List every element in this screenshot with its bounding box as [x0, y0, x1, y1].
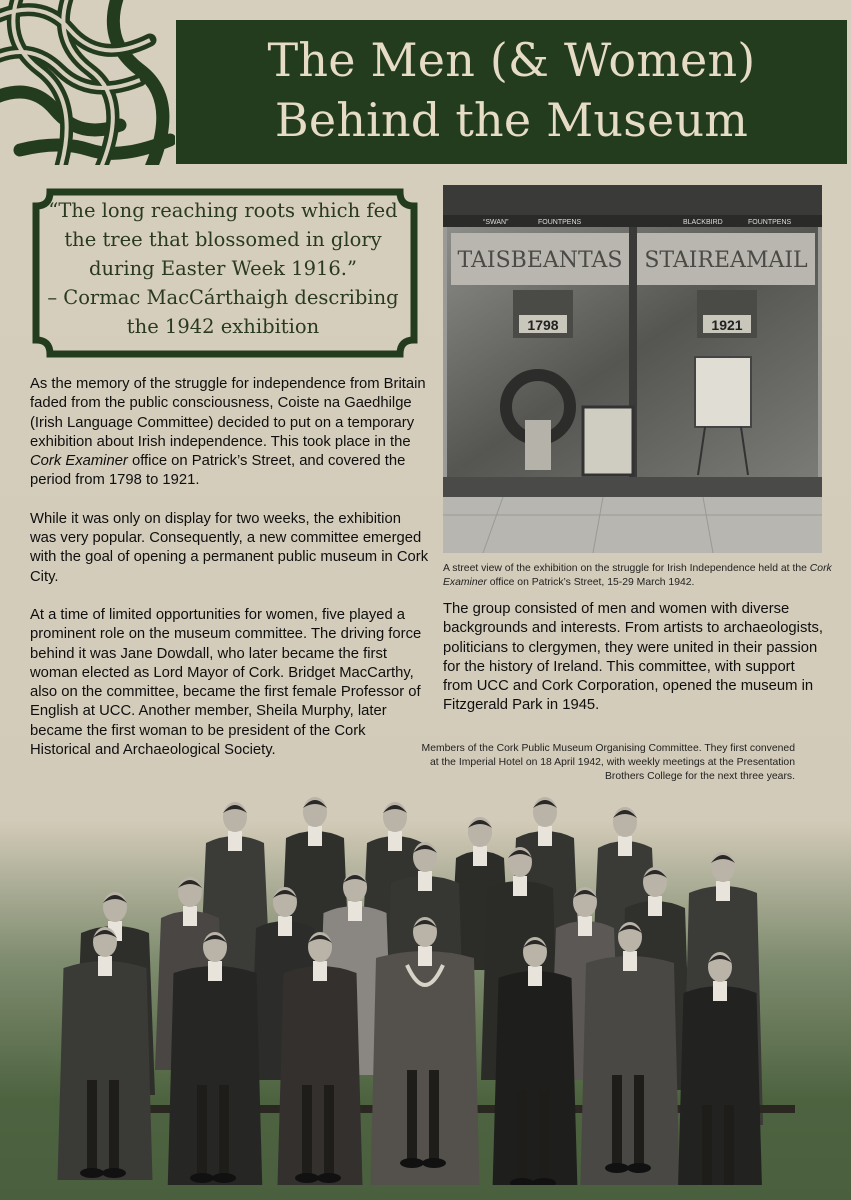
paragraph: As the memory of the struggle for independence from Britain faded from the public consciousness, Coiste na Gaedhilge (Irish Language Committee) decided to put on a temporary exhibition about Irish independence. This took place in the Cork Examiner office on Patrick’s Street, and covered the period from 1798 to 1921. [30, 376, 426, 489]
front-row-person-2-body [168, 966, 263, 1185]
front-row-person-6-shoe [627, 1163, 651, 1173]
committee-group-photo [55, 775, 815, 1185]
shop-sign-text: FOUNTPENS [748, 219, 792, 226]
middle-row-person-3-collar [278, 916, 292, 936]
right-text-column [443, 600, 823, 735]
front-row-person-4-shoe [400, 1158, 424, 1168]
front-row-person-6-leg [634, 1075, 644, 1165]
front-row-person-3-leg [324, 1085, 334, 1175]
back-row-person-5-collar [538, 826, 552, 846]
year-placard: 1921 [711, 317, 743, 333]
title-banner [176, 20, 847, 164]
front-row-person-1-body [58, 961, 153, 1180]
front-row-person-3-shoe [317, 1173, 341, 1183]
back-row-person-2-collar [308, 826, 322, 846]
front-row-person-3-shoe [295, 1173, 319, 1183]
back-row-person-4-collar [473, 846, 487, 866]
front-row-person-1-shoe [80, 1168, 104, 1178]
shop-sign-text: “SWAN” [483, 219, 509, 226]
front-row-person-6-shoe [605, 1163, 629, 1173]
front-row-person-2-shoe [212, 1173, 236, 1183]
front-row-person-6-leg [612, 1075, 622, 1165]
front-row-person-1-leg [109, 1080, 119, 1170]
shop-sign-text: FOUNTPENS [538, 219, 582, 226]
middle-row-person-4-collar [348, 901, 362, 921]
year-placard: 1798 [527, 317, 559, 333]
front-row-person-5-collar [528, 966, 542, 986]
quote-attribution: the 1942 exhibition [126, 315, 320, 338]
front-row-person-6-collar [623, 951, 637, 971]
front-row-person-7-leg [724, 1105, 734, 1185]
front-row-person-6-body [580, 956, 680, 1185]
front-row-person-5-leg [517, 1090, 527, 1180]
front-row-person-5-body [493, 971, 578, 1185]
front-row-person-4-shoe [422, 1158, 446, 1168]
middle-row-person-7-collar [578, 916, 592, 936]
back-row-person-3-collar [388, 831, 402, 851]
group-photo-caption: Members of the Cork Public Museum Organising Committee. They first convened at the Imperial Hotel on 18 April 1942, with weekly meetings at the Presentation Brothers College for the next three years. [421, 743, 795, 782]
front-row-person-7-collar [713, 981, 727, 1001]
page-title [176, 30, 847, 150]
paragraph: The group consisted of men and women with diverse backgrounds and interests. From artists to archaeologists, politicians to clergymen, they were united in their passion for the history of Ireland. This committee, with support from UCC and Cork Corporation, opened the museum in Fitzgerald Park in 1945. [443, 601, 823, 714]
banner-text: TAISBEANTAS [457, 248, 623, 273]
front-row-person-2-collar [208, 961, 222, 981]
banner-text: STAIREAMAIL [644, 248, 808, 273]
front-row-person-7-body [678, 986, 763, 1185]
quote-attribution: – Cormac MacCárthaigh describing [47, 286, 399, 309]
middle-row-person-6-collar [513, 876, 527, 896]
middle-row-person-5-collar [418, 871, 432, 891]
front-row-person-4-collar [418, 946, 432, 966]
quote-line: “The long reaching roots which fed [48, 199, 398, 222]
front-row-person-1-leg [87, 1080, 97, 1170]
middle-row-person-8-collar [648, 896, 662, 916]
front-row-person-1-collar [98, 956, 112, 976]
front-row-person-2-shoe [190, 1173, 214, 1183]
front-row-person-2-leg [219, 1085, 229, 1175]
front-row-person-3-leg [302, 1085, 312, 1175]
paragraph: While it was only on display for two weeks, the exhibition was very popular. Consequently, a new committee emerged with the goal of opening a permanent public museum in Cork City. [30, 510, 429, 585]
shop-sign-text: BLACKBIRD [683, 219, 723, 226]
middle-row-person-9-collar [716, 881, 730, 901]
front-row-person-5-leg [539, 1090, 549, 1180]
left-text-column [30, 375, 430, 779]
exhibition-photo [443, 185, 822, 553]
title-line-1: The Men (& Women) [267, 33, 756, 87]
paragraph: At a time of limited opportunities for women, five played a prominent role on the museum committee. The driving force behind it was Jane Dowdall, who later became the first woman elected as Lord Mayor of Cork. Bridget MacCarthy, also on the committee, became the first female Professor of English at UCC. Another member, Sheila Murphy, later became the first woman to be president of the Cork Historical and Archaeological Society. [30, 606, 422, 759]
front-row-person-3-body [278, 966, 363, 1185]
quote-line: the tree that blossomed in glory [64, 228, 382, 251]
quote-line: during Easter Week 1916.” [89, 257, 357, 280]
photo-caption: A street view of the exhibition on the struggle for Irish Independence held at the Cork Examiner office on Patrick’s Street, 15-29 March 1942. [443, 563, 832, 588]
back-row-person-1-collar [228, 831, 242, 851]
front-row-person-4-leg [407, 1070, 417, 1160]
middle-row-person-2-collar [183, 906, 197, 926]
front-row-person-4-leg [429, 1070, 439, 1160]
title-line-2: Behind the Museum [274, 93, 749, 147]
front-row-person-1-shoe [102, 1168, 126, 1178]
front-row-person-3-collar [313, 961, 327, 981]
pull-quote [38, 196, 408, 341]
back-row-person-6-collar [618, 836, 632, 856]
celtic-knot-icon [0, 0, 175, 165]
front-row-person-7-leg [702, 1105, 712, 1185]
front-row-person-2-leg [197, 1085, 207, 1175]
